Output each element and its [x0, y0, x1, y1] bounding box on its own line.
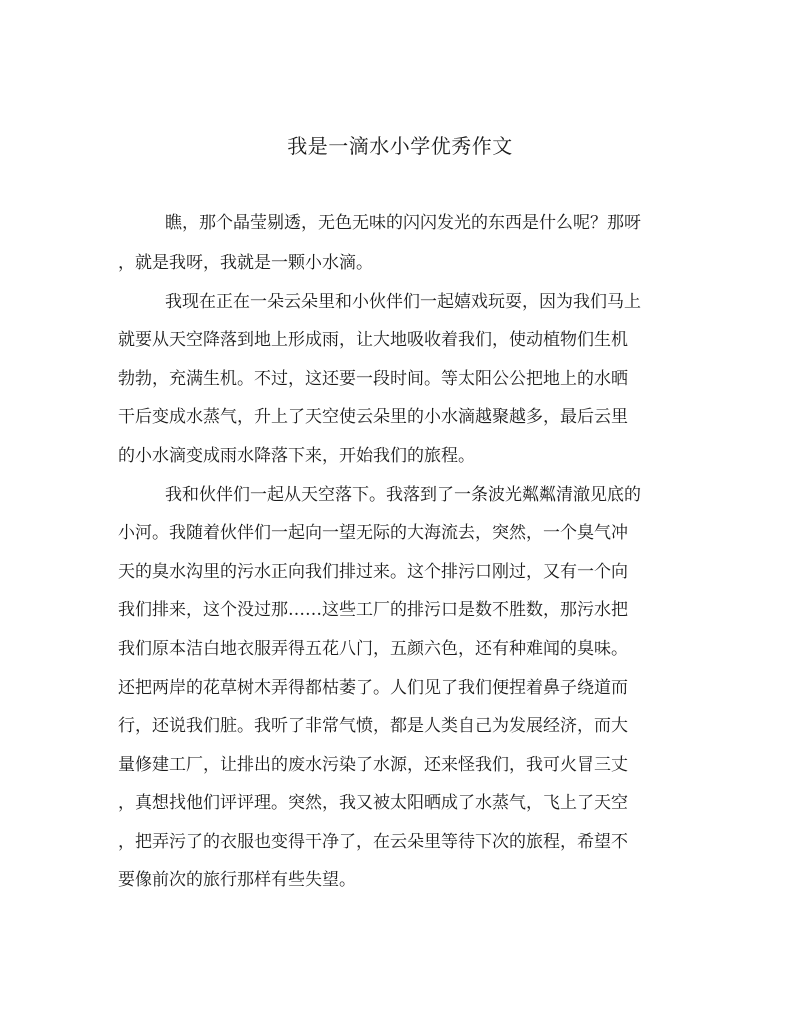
text-line: 行，还说我们脏。我听了非常气愤，都是人类自己为发展经济，而大	[118, 716, 628, 736]
text-line: ，把弄污了的衣服也变得干净了，在云朵里等待下次的旅程，希望不	[118, 832, 628, 852]
text-line: 我们排来，这个没过那……这些工厂的排污口是数不胜数，那污水把	[118, 600, 628, 620]
text-line: ，真想找他们评评理。突然，我又被太阳晒成了水蒸气，飞上了天空	[118, 793, 628, 813]
text-line: 就要从天空降落到地上形成雨，让大地吸收着我们，使动植物们生机	[118, 330, 628, 350]
text-line: 天的臭水沟里的污水正向我们排过来。这个排污口刚过，又有一个向	[118, 562, 628, 582]
text-line: 的小水滴变成雨水降落下来，开始我们的旅程。	[118, 446, 475, 466]
text-line: 要像前次的旅行那样有些失望。	[118, 870, 356, 890]
text-line: ，就是我呀，我就是一颗小水滴。	[118, 253, 373, 273]
document-title: 我是一滴水小学优秀作文	[287, 134, 513, 158]
text-line: 勃勃，充满生机。不过，这还要一段时间。等太阳公公把地上的水晒	[118, 369, 628, 389]
text-line: 小河。我随着伙伴们一起向一望无际的大海流去，突然，一个臭气冲	[118, 523, 628, 543]
text-line: 我现在正在一朵云朵里和小伙伴们一起嬉戏玩耍，因为我们马上	[165, 292, 641, 312]
text-line: 瞧，那个晶莹剔透，无色无味的闪闪发光的东西是什么呢？那呀	[165, 213, 641, 233]
text-line: 我和伙伴们一起从天空落下。我落到了一条波光粼粼清澈见底的	[165, 485, 641, 505]
text-line: 量修建工厂，让排出的废水污染了水源，还来怪我们，我可火冒三丈	[118, 755, 628, 775]
text-line: 干后变成水蒸气，升上了天空使云朵里的小水滴越聚越多，最后云里	[118, 407, 628, 427]
text-line: 还把两岸的花草树木弄得都枯萎了。人们见了我们便捏着鼻子绕道而	[118, 678, 628, 698]
text-line: 我们原本洁白地衣服弄得五花八门，五颜六色，还有种难闻的臭味。	[118, 639, 628, 659]
